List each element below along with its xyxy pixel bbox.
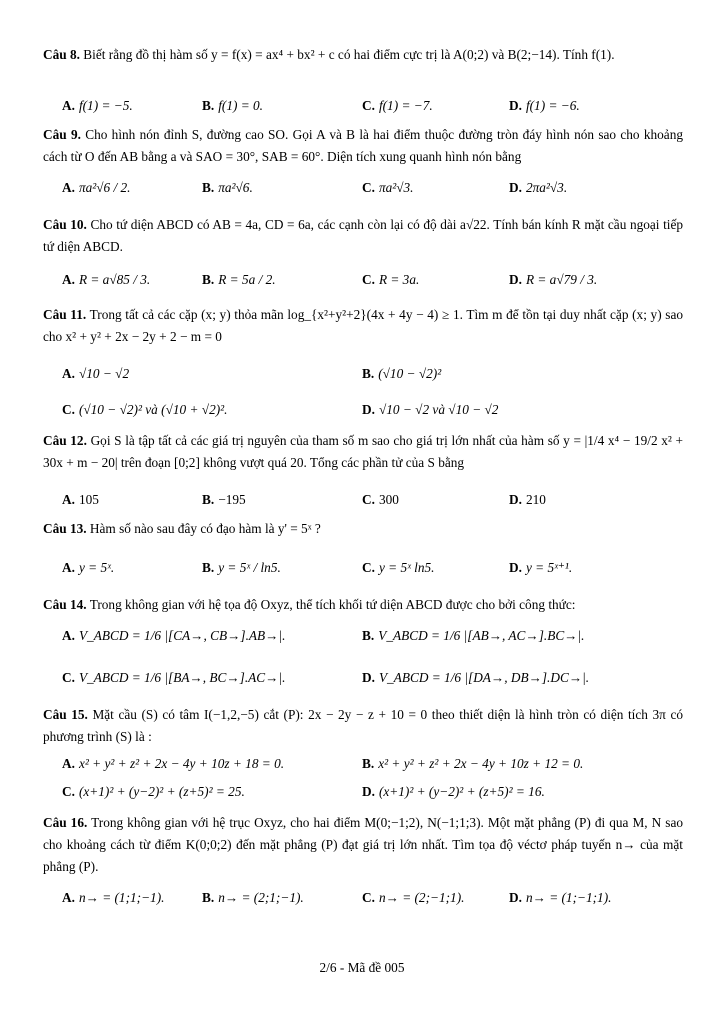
option-d[interactable]: D. V_ABCD = 1/6 |[DA→, DB→].DC→|. [362, 670, 590, 685]
option-a[interactable]: A. f(1) = −5. [62, 98, 133, 113]
option-c[interactable]: C. πa²√3. [362, 180, 414, 195]
option-b[interactable]: B. (√10 − √2)² [362, 366, 442, 381]
option-d[interactable]: D. R = a√79 / 3. [509, 272, 598, 287]
question-16 [43, 812, 683, 878]
question-14 [43, 594, 683, 616]
option-c[interactable]: C. (x+1)² + (y−2)² + (z+5)² = 25. [62, 784, 245, 799]
option-d[interactable]: D. 210 [509, 492, 546, 507]
question-stem: Mặt cầu (S) có tâm I(−1,2,−5) cắt (P): 2x − 2y − z + 10 = 0 theo thiết diện là hình tròn có diện tích 3π có phương trình (S) là : [43, 707, 683, 744]
option-a[interactable]: A. R = a√85 / 3. [62, 272, 151, 287]
option-b[interactable]: B. πa²√6. [202, 180, 253, 195]
option-c[interactable]: C. f(1) = −7. [362, 98, 433, 113]
question-9 [43, 124, 683, 168]
question-12-options [62, 492, 682, 518]
question-8-options [62, 98, 682, 124]
question-stem: Trong tất cả các cặp (x; y) thỏa mãn log_{x²+y²+2}(4x + 4y − 4) ≥ 1. Tìm m để tồn tại duy nhất cặp (x; y) sao cho x² + y² + 2x − 2y + 2 − m = 0 [43, 307, 683, 344]
question-12 [43, 430, 683, 474]
question-label: Câu 15. [43, 707, 88, 722]
question-13 [43, 518, 683, 540]
question-11-options-row1 [62, 366, 682, 392]
question-16-options [62, 890, 682, 916]
option-c[interactable]: C. V_ABCD = 1/6 |[BA→, BC→].AC→|. [62, 670, 286, 685]
option-a[interactable]: A. x² + y² + z² + 2x − 4y + 10z + 18 = 0. [62, 756, 285, 771]
option-b[interactable]: B. V_ABCD = 1/6 |[AB→, AC→].BC→|. [362, 628, 585, 643]
question-label: Câu 12. [43, 433, 87, 448]
option-c[interactable]: C. n→ = (2;−1;1). [362, 890, 465, 905]
option-b[interactable]: B. x² + y² + z² + 2x − 4y + 10z + 12 = 0. [362, 756, 584, 771]
question-stem: Gọi S là tập tất cả các giá trị nguyên của tham số m sao cho giá trị lớn nhất của hàm số y = |1/4 x⁴ − 19/2 x² + 30x + m − 20| trên đoạn [0;2] không vượt quá 20. Tổng các phần tử của S bằng [43, 433, 684, 470]
question-14-options-row2 [62, 670, 682, 696]
option-a[interactable]: A. 105 [62, 492, 99, 507]
option-c[interactable]: C. 300 [362, 492, 399, 507]
option-c[interactable]: C. y = 5ˣ ln5. [362, 560, 435, 575]
question-15-options-row2 [62, 784, 682, 810]
option-b[interactable]: B. f(1) = 0. [202, 98, 263, 113]
option-b[interactable]: B. R = 5a / 2. [202, 272, 276, 287]
option-d[interactable]: D. (x+1)² + (y−2)² + (z+5)² = 16. [362, 784, 545, 799]
option-b[interactable]: B. y = 5ˣ / ln5. [202, 560, 281, 575]
option-c[interactable]: C. R = 3a. [362, 272, 420, 287]
question-stem: Trong không gian với hệ tọa độ Oxyz, thể tích khối tứ diện ABCD được cho bởi công thức: [89, 597, 576, 612]
option-d[interactable]: D. 2πa²√3. [509, 180, 568, 195]
question-stem: Cho hình nón đỉnh S, đường cao SO. Gọi A và B là hai điểm thuộc đường tròn đáy hình nón sao cho khoảng cách từ O đến AB bằng a và SAO = 30°, SAB = 60°. Diện tích xung quanh hình nón bằng [43, 127, 683, 164]
question-10-options [62, 272, 682, 298]
question-13-options [62, 560, 682, 586]
question-stem: Hàm số nào sau đây có đạo hàm là y' = 5ˣ ? [89, 521, 321, 536]
question-stem: Trong không gian với hệ trục Oxyz, cho hai điểm M(0;−1;2), N(−1;1;3). Một mặt phẳng (P) đi qua M, N sao cho khoảng cách từ điểm K(0;0;2) đến mặt phẳng (P) đạt giá trị lớn nhất. Tìm tọa độ véctơ pháp tuyến n→ của mặt phẳng (P). [43, 815, 683, 874]
option-d[interactable]: D. y = 5ˣ⁺¹. [509, 560, 573, 575]
option-d[interactable]: D. √10 − √2 và √10 − √2 [362, 402, 499, 417]
option-b[interactable]: B. n→ = (2;1;−1). [202, 890, 304, 905]
question-label: Câu 8. [43, 47, 80, 62]
question-15-options-row1 [62, 756, 682, 782]
question-9-options [62, 180, 682, 206]
question-8 [43, 44, 683, 66]
option-d[interactable]: D. f(1) = −6. [509, 98, 580, 113]
option-a[interactable]: A. V_ABCD = 1/6 |[CA→, CB→].AB→|. [62, 628, 286, 643]
option-a[interactable]: A. n→ = (1;1;−1). [62, 890, 165, 905]
option-a[interactable]: A. √10 − √2 [62, 366, 130, 381]
question-14-options-row1 [62, 628, 682, 654]
option-a[interactable]: A. πa²√6 / 2. [62, 180, 131, 195]
option-c[interactable]: C. (√10 − √2)² và (√10 + √2)². [62, 402, 228, 417]
question-10 [43, 214, 683, 258]
question-stem: Biết rằng đồ thị hàm số y = f(x) = ax⁴ + bx² + c có hai điểm cực trị là A(0;2) và B(2;−14). Tính f(1). [83, 47, 615, 62]
question-stem: Cho tứ diện ABCD có AB = 4a, CD = 6a, các cạnh còn lại có độ dài a√22. Tính bán kính R mặt cầu ngoại tiếp tứ diện ABCD. [43, 217, 684, 254]
question-label: Câu 13. [43, 521, 87, 536]
question-11 [43, 304, 683, 348]
option-b[interactable]: B. −195 [202, 492, 246, 507]
page-footer: 2/6 - Mã đề 005 [319, 960, 405, 975]
question-label: Câu 10. [43, 217, 87, 232]
option-a[interactable]: A. y = 5ˣ. [62, 560, 115, 575]
question-label: Câu 9. [43, 127, 81, 142]
option-d[interactable]: D. n→ = (1;−1;1). [509, 890, 612, 905]
question-label: Câu 14. [43, 597, 87, 612]
question-label: Câu 11. [43, 307, 87, 322]
question-label: Câu 16. [43, 815, 88, 830]
question-11-options-row2 [62, 402, 682, 428]
question-15 [43, 704, 683, 748]
